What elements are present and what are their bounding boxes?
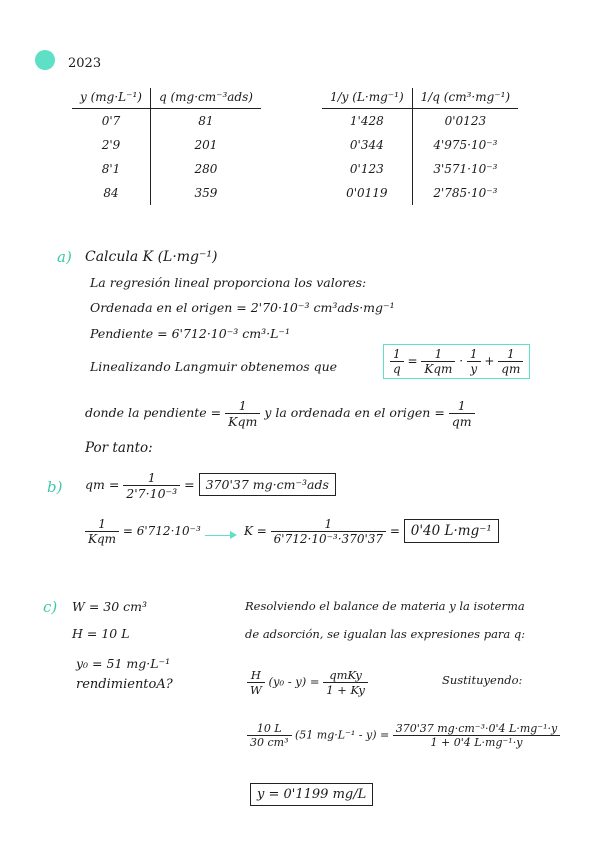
eq-term2-fraction: $\frac{1}{y}$ — [467, 347, 481, 376]
balance-middle: (y₀ - y) = — [268, 674, 320, 689]
data-table-2 — [322, 88, 518, 205]
table-row — [322, 157, 518, 181]
part-a-line2: Ordenada en el origen = 2'70·10⁻³ cm³ads·mg⁻¹ — [90, 300, 395, 315]
table-cell: 359 — [194, 186, 218, 200]
substituting-text: Sustituyendo: — [442, 673, 523, 687]
table-row — [72, 133, 261, 157]
right-arrow-icon — [205, 535, 235, 536]
eq-lhs-fraction: $\frac{1}{q}$ — [390, 347, 404, 376]
table-cell: 201 — [194, 138, 218, 152]
eq-term3-fraction: $\frac{1}{qm}$ — [498, 347, 523, 376]
qm-fraction: $\frac{1}{\text{2'7·10⁻³}}$ — [123, 470, 180, 501]
slope-text: donde la pendiente = — [85, 405, 222, 420]
part-a-line4: Linealizando Langmuir obtenemos que — [90, 359, 338, 374]
table-row — [322, 181, 518, 205]
part-c-text1: Resolviendo el balance de materia y la isoterma — [245, 599, 525, 613]
slope-fraction: $\frac{1}{\text{Kqm}}$ — [225, 398, 260, 429]
h-over-w-fraction: $\frac{H}{W}$ — [247, 668, 265, 697]
k-result-box: 0'40 L·mg⁻¹ — [404, 519, 499, 543]
given-y0: y₀ = 51 mg·L⁻¹ — [76, 656, 171, 671]
table-row — [72, 181, 261, 205]
slope-intercept-line — [85, 398, 475, 429]
langmuir-equation-box — [383, 344, 530, 379]
table-row — [72, 109, 261, 134]
k-lhs: K = — [244, 524, 267, 538]
k-equation-right — [244, 517, 499, 546]
qm-lhs: qm = — [85, 477, 120, 492]
part-a-line1: La regresión lineal proporciona los valores: — [90, 275, 367, 290]
qm-result-box: 370'37 mg·cm⁻³ads — [199, 473, 336, 496]
part-c-text2: de adsorción, se igualan las expresiones para q: — [245, 627, 526, 641]
k-equals: = — [389, 524, 400, 538]
table-cell: 0'0119 — [322, 181, 412, 205]
table1-header-y: y (mg·L⁻¹) — [72, 88, 150, 109]
k-equation-left — [85, 517, 201, 546]
given-h: H = 10 L — [72, 626, 130, 641]
table1-header-q: q (mg·cm⁻³ads) — [150, 88, 260, 109]
table-row — [322, 133, 518, 157]
table-row — [322, 109, 518, 134]
final-result-box: y = 0'1199 mg/L — [250, 783, 373, 806]
part-a-line3: Pendiente = 6'712·10⁻³ cm³·L⁻¹ — [90, 326, 291, 341]
table-cell: 1'428 — [322, 109, 412, 134]
table-cell: 0'123 — [322, 157, 412, 181]
eq-term1-fraction: $\frac{1}{\text{Kqm}}$ — [421, 347, 455, 376]
table-cell: 4'975·10⁻³ — [433, 138, 498, 152]
table-cell: 280 — [194, 162, 218, 176]
table-row — [72, 157, 261, 181]
k-fraction: $\frac{1}{\text{6'712·10⁻³·370'37}}$ — [271, 517, 386, 546]
table-cell: 84 — [72, 181, 150, 205]
part-a-label: a) — [57, 248, 72, 266]
given-w: W = 30 cm³ — [72, 599, 148, 614]
balance-equation — [247, 668, 368, 697]
substituted-equation — [247, 722, 560, 749]
k-slope-value: = 6'712·10⁻³ — [122, 524, 201, 538]
part-a-line6: Por tanto: — [85, 440, 153, 456]
table-cell: 2'785·10⁻³ — [433, 186, 498, 200]
table2-header-inv-y: 1/y (L·mg⁻¹) — [322, 88, 412, 109]
table-cell: 3'571·10⁻³ — [433, 162, 498, 176]
qm-equals: = — [184, 477, 195, 492]
table-cell: 2'9 — [72, 133, 150, 157]
intercept-fraction: $\frac{1}{qm}$ — [449, 398, 475, 429]
part-b-label: b) — [47, 478, 63, 496]
intercept-text: y la ordenada en el origen = — [264, 405, 445, 420]
qm-equation — [85, 470, 336, 501]
data-table-1 — [72, 88, 261, 205]
eq-equals: = — [407, 354, 418, 368]
ratio-fraction: $\frac{10 L}{\text{30 cm³}}$ — [247, 722, 292, 749]
isotherm-fraction: $\frac{\text{qmKy}}{1 + Ky}$ — [323, 668, 368, 697]
table-cell: 81 — [198, 114, 214, 128]
question-yield: rendimientoA? — [76, 677, 173, 692]
k-inverse-fraction: $\frac{1}{\text{Kqm}}$ — [85, 517, 119, 546]
table-cell: 0'0123 — [444, 114, 487, 128]
accent-dot — [35, 50, 55, 70]
substituted-rhs-fraction: $\frac{\text{370'37 mg·cm⁻³·0'4 L·mg⁻¹·y}}{\text{1 + 0'4 L·mg⁻¹·y}}$ — [393, 722, 561, 749]
eq-plus: + — [484, 354, 495, 368]
eq-dot: · — [459, 354, 464, 368]
part-a-title: Calcula K (L·mg⁻¹) — [85, 249, 218, 265]
year: 2023 — [68, 56, 102, 71]
table2-header-inv-q: 1/q (cm³·mg⁻¹) — [412, 88, 518, 109]
table-cell: 8'1 — [72, 157, 150, 181]
table-cell: 0'7 — [72, 109, 150, 134]
part-c-label: c) — [43, 598, 58, 616]
substituted-middle: (51 mg·L⁻¹ - y) = — [295, 728, 390, 742]
table-cell: 0'344 — [322, 133, 412, 157]
